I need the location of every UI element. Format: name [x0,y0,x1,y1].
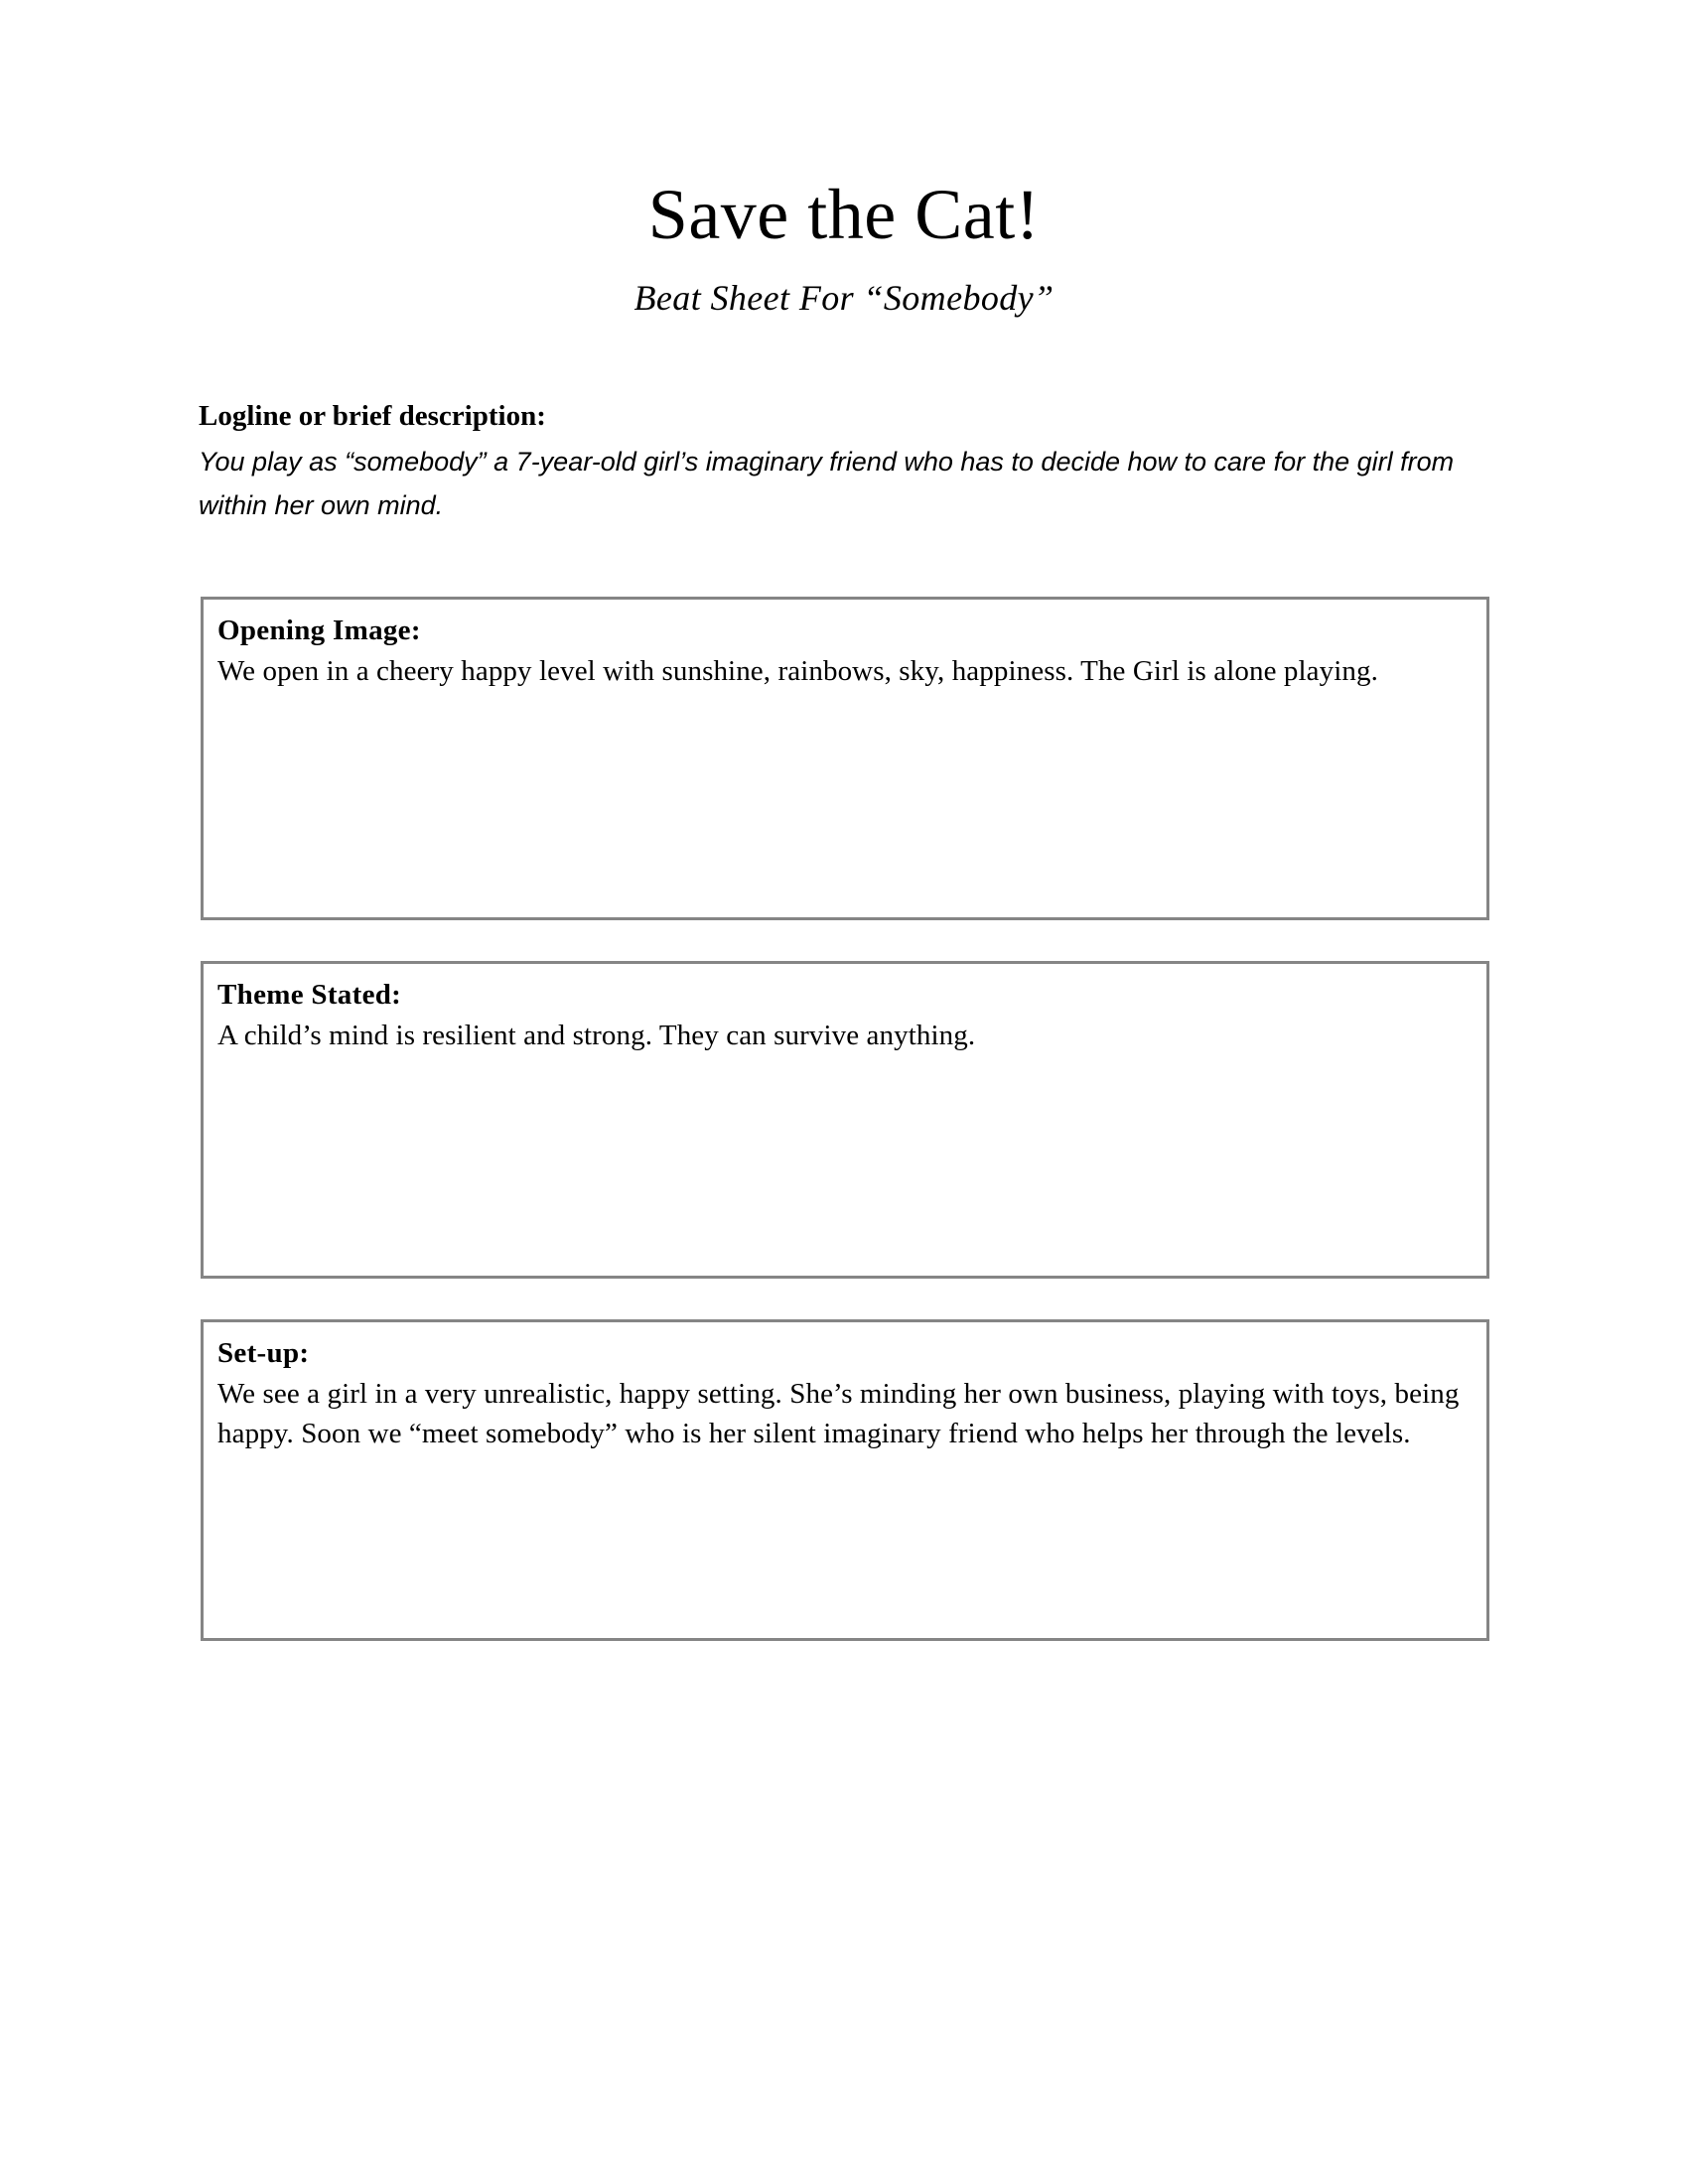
beat-text-opening-image: We open in a cheery happy level with sunshine, rainbows, sky, happiness. The Girl is alone playing. [217,654,1378,687]
beat-text-theme-stated: A child’s mind is resilient and strong. They can survive anything. [217,1019,976,1051]
beat-heading-opening-image: Opening Image: [217,614,421,646]
beat-heading-theme-stated: Theme Stated: [217,979,402,1011]
logline-section [199,399,1489,528]
beat-heading-set-up: Set-up: [217,1337,310,1369]
logline-heading: Logline or brief description: [199,400,546,432]
page-title: Save the Cat! [647,175,1041,254]
page-subtitle: Beat Sheet For “Somebody” [633,278,1055,318]
beat-box-set-up [201,1319,1489,1641]
document-header [0,175,1688,318]
beat-box-theme-stated [201,961,1489,1279]
beat-text-set-up: We see a girl in a very unrealistic, happy setting. She’s minding her own business, playing with toys, being happy. Soon we “meet somebody” who is her silent imaginary friend who helps her through the levels. [217,1377,1460,1450]
logline-text: You play as “somebody” a 7-year-old girl’s imaginary friend who has to decide how to care for the girl from within her own mind. [199,447,1455,520]
beat-box-opening-image [201,597,1489,920]
